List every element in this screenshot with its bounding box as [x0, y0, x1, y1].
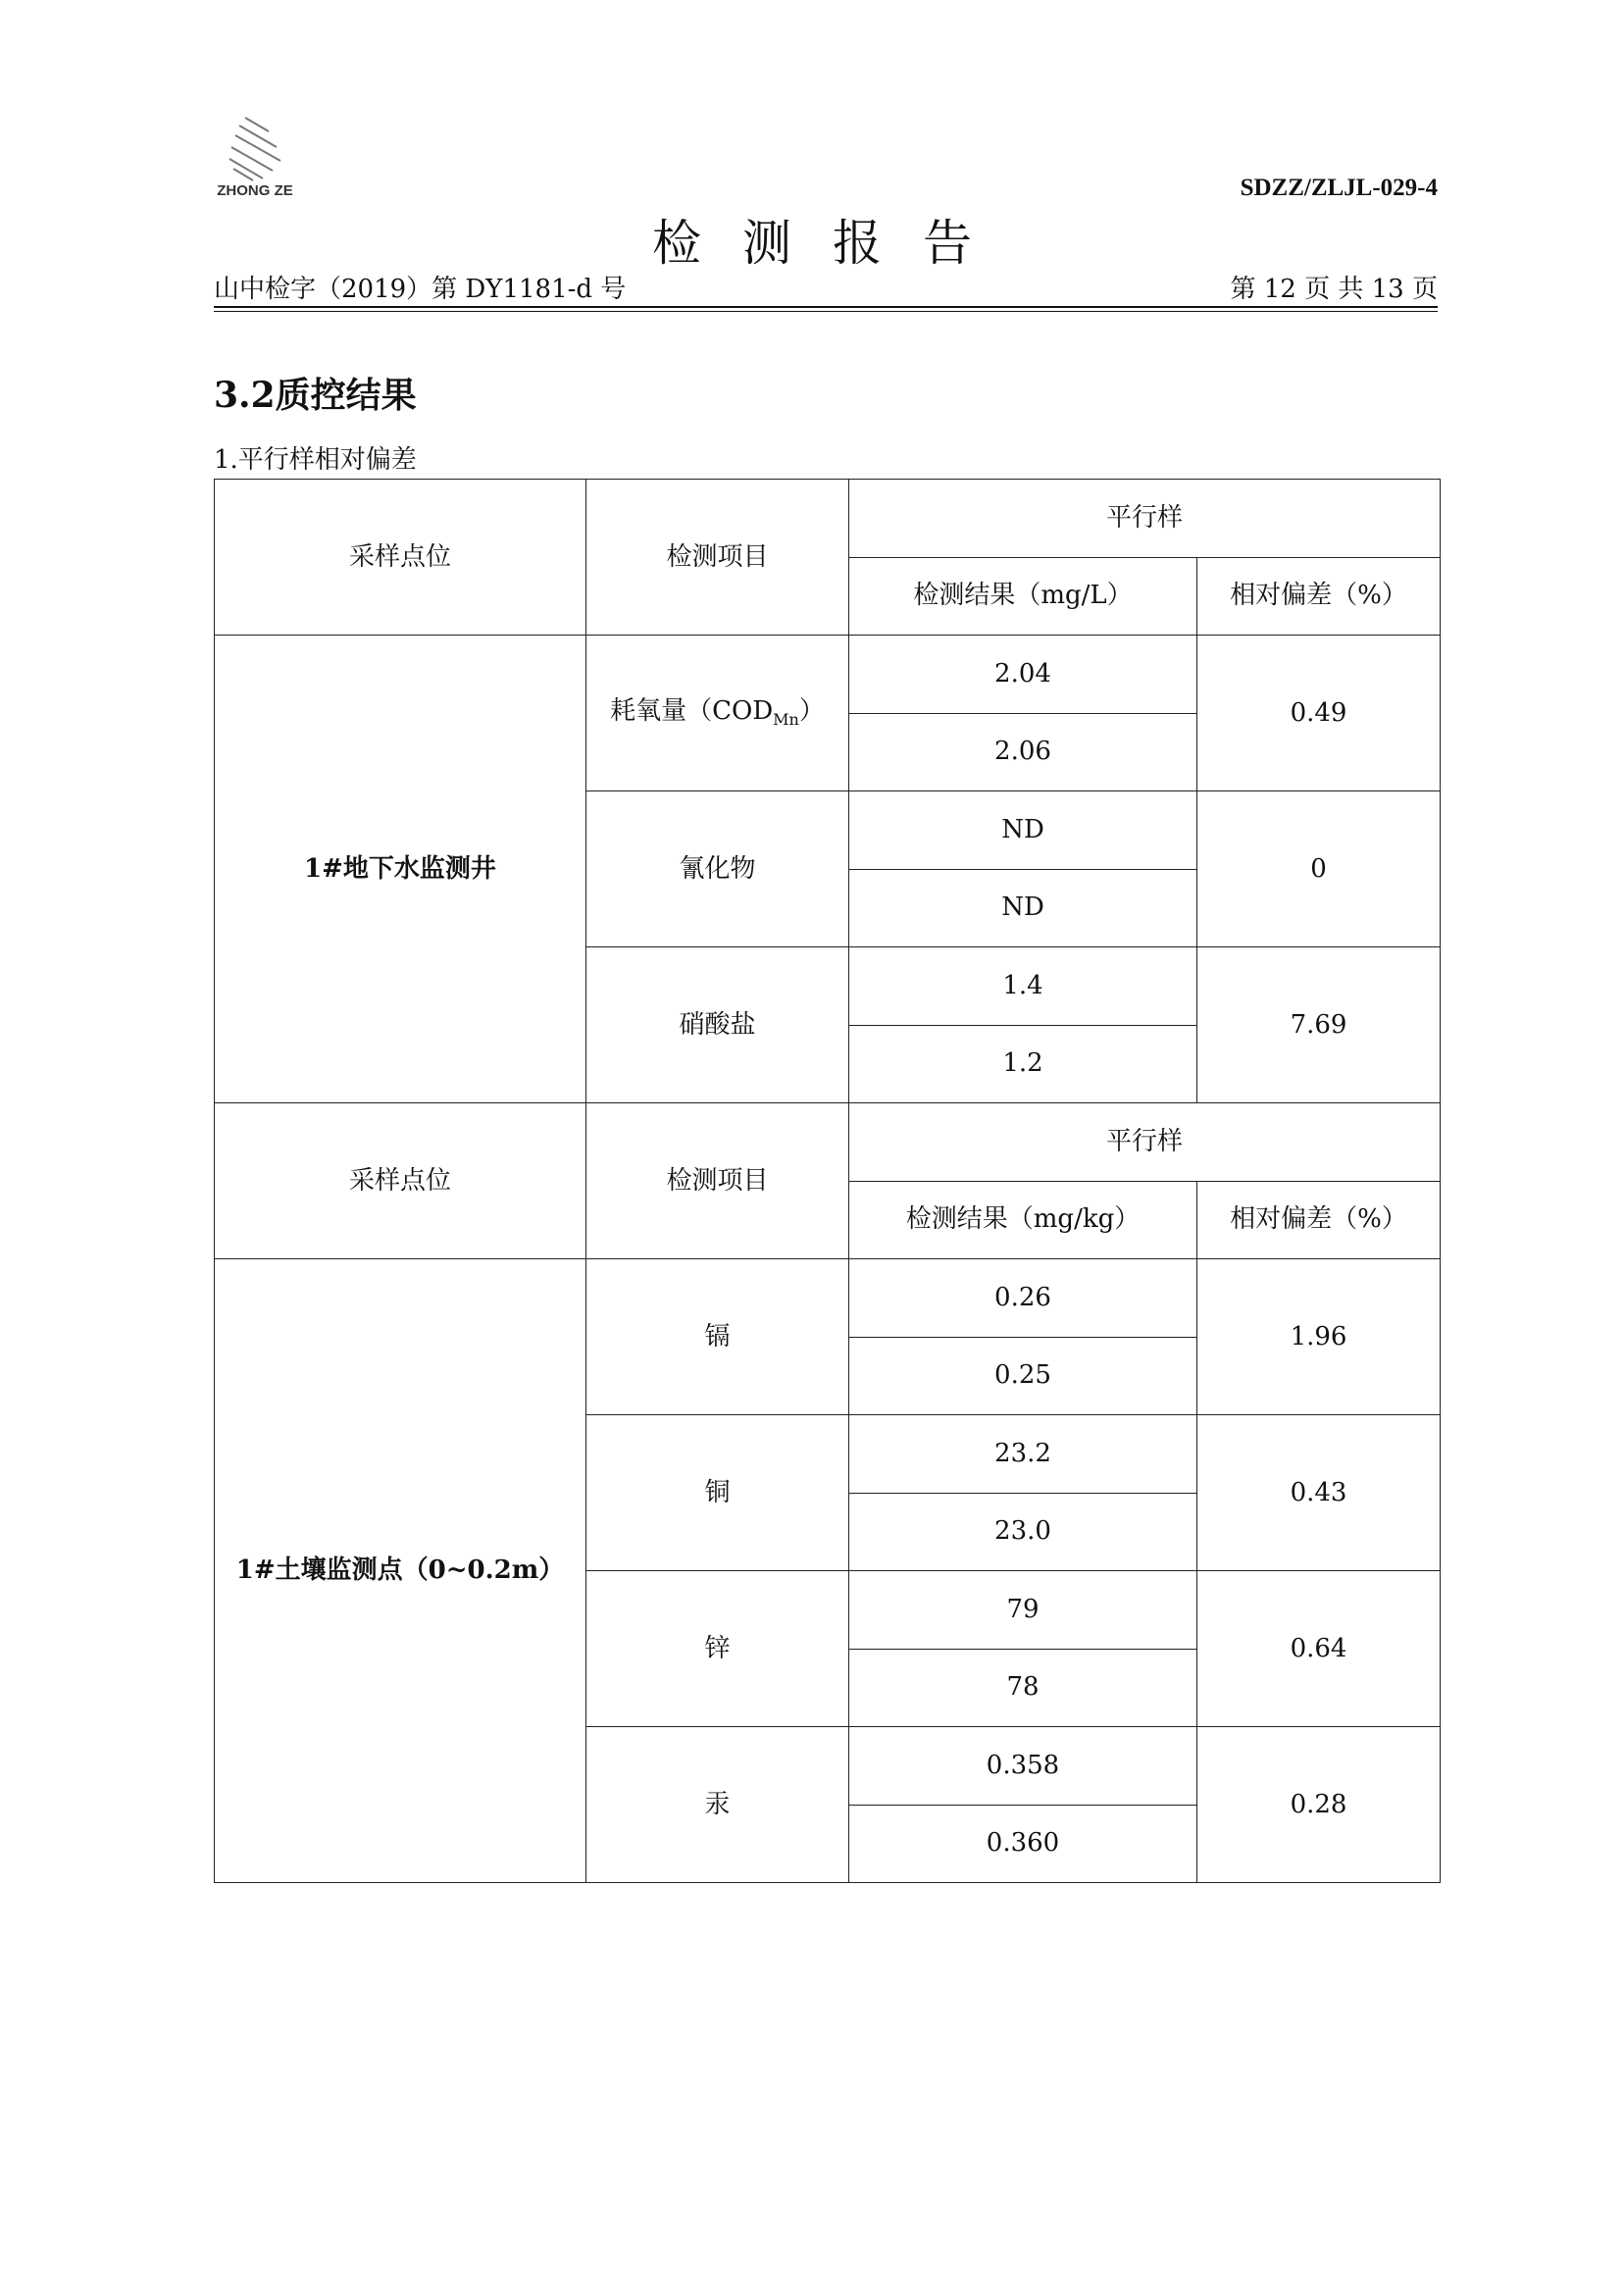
result-cell: ND — [849, 869, 1197, 947]
item-cell: 汞 — [586, 1727, 849, 1883]
deviation-cell: 7.69 — [1197, 947, 1441, 1103]
page-info: 第 12 页 共 13 页 — [1230, 275, 1438, 304]
deviation-cell: 0.64 — [1197, 1571, 1441, 1727]
result-cell: 2.04 — [849, 636, 1197, 714]
item-cell: 锌 — [586, 1571, 849, 1727]
item-cell: 氰化物 — [586, 791, 849, 947]
section-title: 3.2质控结果 — [214, 375, 417, 416]
result-cell: 23.0 — [849, 1493, 1197, 1571]
header-item: 检测项目 — [586, 480, 849, 636]
header-item: 检测项目 — [586, 1103, 849, 1259]
water-header-row — [215, 480, 1441, 558]
result-cell: ND — [849, 791, 1197, 870]
result-cell: 0.358 — [849, 1727, 1197, 1806]
deviation-cell: 1.96 — [1197, 1259, 1441, 1415]
item-cell: 耗氧量$(COD_{Mn})$ — [586, 636, 849, 791]
result-cell: 0.26 — [849, 1259, 1197, 1338]
header-site: 采样点位 — [215, 480, 586, 636]
result-cell: 78 — [849, 1649, 1197, 1727]
result-cell: 23.2 — [849, 1415, 1197, 1494]
subsection-title: 1.平行样相对偏差 — [214, 445, 417, 475]
header-result: 检测结果（mg/L） — [849, 557, 1197, 636]
header-result: 检测结果（mg/kg） — [849, 1181, 1197, 1259]
item-cell: 铜 — [586, 1415, 849, 1571]
report-number: 山中检字（2019）第 DY1181-d 号 — [214, 275, 627, 304]
header-site: 采样点位 — [215, 1103, 586, 1259]
document-code: SDZZ/ZLJL-029-4 — [1240, 175, 1438, 201]
deviation-cell: 0.43 — [1197, 1415, 1441, 1571]
result-cell: 0.360 — [849, 1805, 1197, 1883]
header-deviation: 相对偏差（%） — [1197, 557, 1441, 636]
result-cell: 79 — [849, 1571, 1197, 1650]
table-row — [215, 636, 1441, 714]
result-cell: 2.06 — [849, 713, 1197, 791]
result-cell: 0.25 — [849, 1337, 1197, 1415]
header-deviation: 相对偏差（%） — [1197, 1181, 1441, 1259]
site-cell: 1#地下水监测井 — [215, 636, 586, 1103]
result-cell: 1.2 — [849, 1025, 1197, 1103]
report-title: 检测报告 — [652, 215, 1013, 272]
table-row — [215, 1259, 1441, 1338]
item-cell: 硝酸盐 — [586, 947, 849, 1103]
qc-table — [214, 479, 1441, 1883]
report-header-line — [214, 269, 1438, 309]
deviation-cell: 0.28 — [1197, 1727, 1441, 1883]
header-rule — [214, 306, 1438, 308]
header-parallel: 平行样 — [849, 1103, 1441, 1182]
deviation-cell: 0.49 — [1197, 636, 1441, 791]
header-parallel: 平行样 — [849, 480, 1441, 558]
deviation-cell: 0 — [1197, 791, 1441, 947]
soil-header-row — [215, 1103, 1441, 1182]
site-cell: 1#土壤监测点（0~0.2m） — [215, 1259, 586, 1883]
result-cell: 1.4 — [849, 947, 1197, 1026]
header-rule-thin — [214, 311, 1438, 312]
logo-text: ZHONG ZE — [217, 182, 293, 199]
item-cell: 镉 — [586, 1259, 849, 1415]
